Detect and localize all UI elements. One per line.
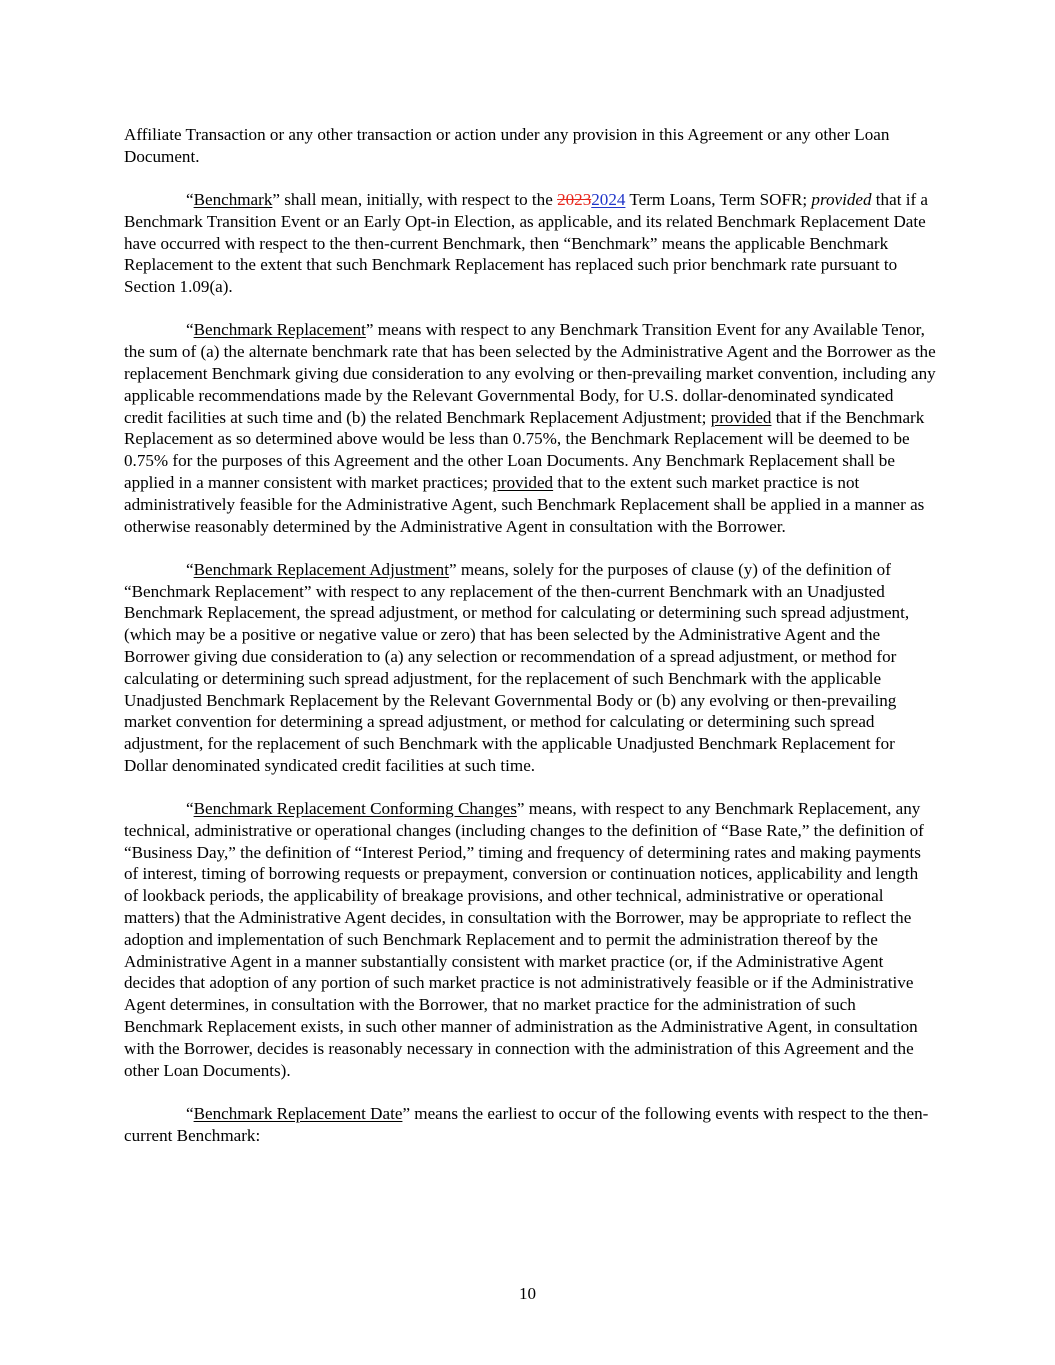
definition-benchmark-replacement bbox=[124, 319, 936, 537]
definition-text: ” means, with respect to any Benchmark Replacement, any technical, administrative or operational changes (including changes to the definition of “Base Rate,” the definition of “Business Day,” the definition of “Interest Period,” timing and frequency of determining rates and making payments of interest, timing of borrowing requests or prepayment, conversion or continuation notices, applicability and length of lookback periods, the applicability of breakage provisions, and other technical, administrative or operational matters) that the Administrative Agent decides, in consultation with the Borrower, may be appropriate to reflect the adoption and implementation of such Benchmark Replacement and to permit the administration thereof by the Administrative Agent in a manner substantially consistent with market practice (or, if the Administrative Agent decides that adoption of any portion of such market practice is not administratively feasible or if the Administrative Agent determines, in consultation with the Borrower, that no market practice for the administration of such Benchmark Replacement exists, in such other manner of administration as the Administrative Agent, in consultation with the Borrower, decides is reasonably necessary in connection with the administration of this Agreement and the other Loan Documents). bbox=[124, 799, 924, 1080]
definition-text: that if a Benchmark Transition Event or an Early Opt-in Election, as applicable, and its related Benchmark Replacement Date have occurred with respect to the then-current Benchmark, then “Benchmark” means the applicable Benchmark Replacement to the extent that such Benchmark Replacement has replaced such prior benchmark rate pursuant to Section 1.09(a). bbox=[124, 189, 929, 297]
open-quote: “ bbox=[186, 320, 194, 340]
defined-term: Benchmark Replacement Date bbox=[193, 1103, 403, 1123]
definition-text: Term Loans, Term SOFR; bbox=[625, 189, 812, 209]
definition-text: ” means with respect to any Benchmark Transition Event for any Available Tenor, the sum of (a) the alternate benchmark rate that has been selected by the Administrative Agent and the Borrower as the replacement Benchmark giving due consideration to any evolving or then-prevailing market convention, including any applicable recommendations made by the Relevant Governmental Body, for U.S. dollar-denominated syndicated credit facilities at such time and (b) the related Benchmark Replacement Adjustment; bbox=[124, 320, 936, 427]
open-quote: “ bbox=[186, 1103, 194, 1123]
defined-term: Benchmark bbox=[193, 189, 273, 209]
paragraph-continuation bbox=[124, 124, 936, 168]
defined-term: Benchmark Replacement Adjustment bbox=[193, 559, 449, 579]
provided-italic: provided bbox=[811, 189, 872, 209]
paragraph-text: Affiliate Transaction or any other transaction or action under any provision in this Agreement or any other Loan Document. bbox=[124, 125, 890, 166]
inserted-text: 2024 bbox=[591, 189, 626, 209]
definition-text: that if the Benchmark Replacement as so determined above would be less than 0.75%, the Benchmark Replacement will be deemed to be 0.75% for the purposes of this Agreement and the other Loan Documents. Any Benchmark Replacement shall be applied in a manner consistent with market practices; bbox=[124, 407, 925, 492]
provided-underlined: provided bbox=[492, 472, 554, 492]
definition-benchmark-replacement-conforming-changes bbox=[124, 798, 936, 1081]
document-page bbox=[124, 124, 936, 1168]
deleted-text: 2023 bbox=[557, 189, 592, 209]
definition-benchmark bbox=[124, 189, 936, 298]
defined-term: Benchmark Replacement Conforming Changes bbox=[193, 799, 517, 819]
definition-benchmark-replacement-adjustment bbox=[124, 559, 936, 777]
open-quote: “ bbox=[186, 559, 194, 579]
page-number: 10 bbox=[518, 1284, 537, 1303]
defined-term: Benchmark Replacement bbox=[193, 320, 366, 340]
definition-text: ” means, solely for the purposes of clause (y) of the definition of “Benchmark Replacement” with respect to any replacement of the then-current Benchmark with an Unadjusted Benchmark Replacement, the spread adjustment, or method for calculating or determining such spread adjustment, (which may be a positive or negative value or zero) that has been selected by the Administrative Agent and the Borrower giving due consideration to (a) any selection or recommendation of a spread adjustment, or method for calculating or determining such spread adjustment, for the replacement of such Benchmark with the applicable Unadjusted Benchmark Replacement by the Relevant Governmental Body or (b) any evolving or then-prevailing market convention for determining a spread adjustment, or method for calculating or determining such spread adjustment, for the replacement of such Benchmark with the applicable Unadjusted Benchmark Replacement for Dollar denominated syndicated credit facilities at such time. bbox=[124, 559, 910, 775]
open-quote: “ bbox=[186, 799, 194, 819]
definition-benchmark-replacement-date bbox=[124, 1103, 936, 1147]
definition-text: ” means the earliest to occur of the following events with respect to the then-current Benchmark: bbox=[124, 1103, 929, 1145]
provided-underlined: provided bbox=[710, 407, 772, 427]
open-quote: “ bbox=[186, 189, 194, 209]
definition-text: ” shall mean, initially, with respect to the bbox=[272, 189, 558, 209]
definition-text: that to the extent such market practice is not administratively feasible for the Administrative Agent, such Benchmark Replacement shall be applied in a manner as otherwise reasonably determined by the Administrative Agent in consultation with the Borrower. bbox=[124, 472, 925, 536]
